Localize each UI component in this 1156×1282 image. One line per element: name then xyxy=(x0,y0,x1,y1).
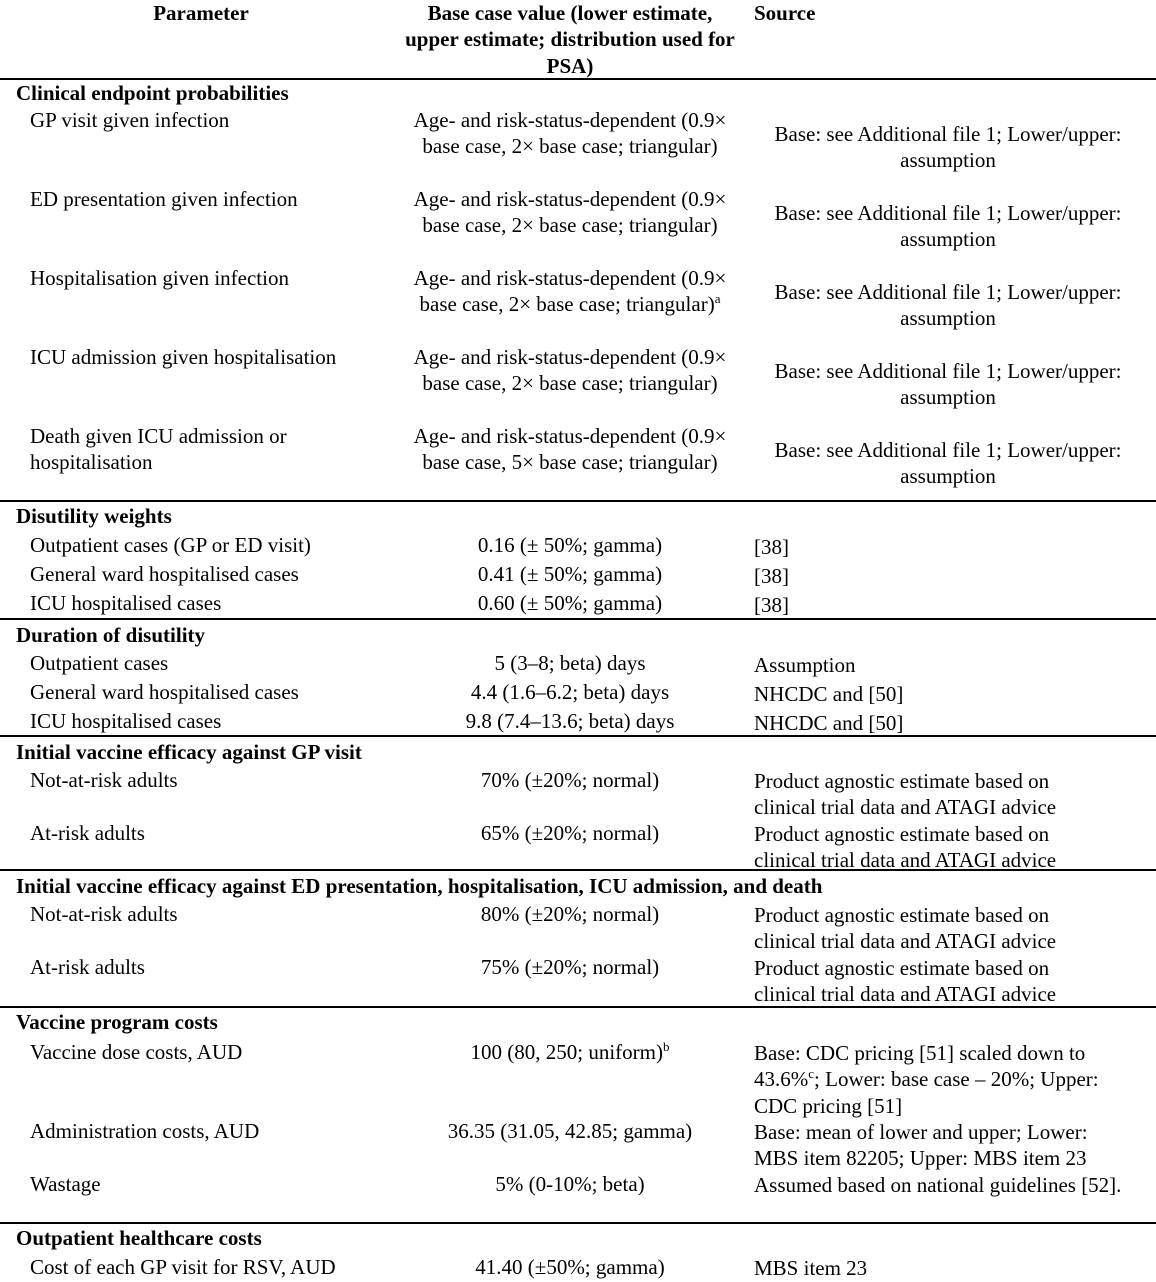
source-cell: Product agnostic estimate based on clinical trial data and ATAGI advice xyxy=(754,903,1057,954)
section-title: Duration of disutility xyxy=(16,623,206,647)
footnote-marker: b xyxy=(662,1039,670,1054)
value-cell: 80% (±20%; normal) xyxy=(480,902,660,926)
table-row xyxy=(0,679,1156,708)
table-row xyxy=(0,590,1156,619)
table-row xyxy=(0,423,1156,502)
table-row xyxy=(0,1039,1156,1119)
table-row xyxy=(0,186,1156,265)
table-row xyxy=(0,1171,1156,1224)
source-text: Base: CDC pricing [51] scaled down to 43.6% xyxy=(754,1041,1086,1092)
source-cell: [38] xyxy=(754,535,789,559)
param-cell: Outpatient cases (GP or ED visit) xyxy=(30,533,311,557)
param-cell: Not-at-risk adults xyxy=(30,768,178,792)
source-text: ; Lower: base case – 20%; Upper: CDC pricing [51] xyxy=(754,1067,1099,1118)
section-title: Vaccine program costs xyxy=(16,1010,218,1034)
source-cell: Base: see Additional file 1; Lower/upper: assumption xyxy=(774,359,1122,410)
source-cell: Base: see Additional file 1; Lower/upper: assumption xyxy=(774,438,1122,489)
section-title: Clinical endpoint probabilities xyxy=(16,81,289,105)
value-cell: Age- and risk-status-dependent (0.9× base case, 2× base case; triangular) xyxy=(413,187,727,238)
table-row xyxy=(0,901,1156,954)
value-text: Age- and risk-status-dependent (0.9× base case, 2× base case; triangular) xyxy=(413,266,727,317)
source-cell: Base: see Additional file 1; Lower/upper: assumption xyxy=(774,201,1122,252)
value-cell xyxy=(402,1039,738,1065)
value-cell: Age- and risk-status-dependent (0.9× base case, 2× base case; triangular) xyxy=(413,345,727,396)
source-cell: NHCDC and [50] xyxy=(754,711,904,735)
param-cell: ICU hospitalised cases xyxy=(30,709,222,733)
source-cell: Base: mean of lower and upper; Lower: MBS item 82205; Upper: MBS item 23 xyxy=(754,1120,1088,1171)
source-cell: Base: see Additional file 1; Lower/upper: assumption xyxy=(774,122,1122,173)
value-cell: 41.40 (±50%; gamma) xyxy=(475,1255,665,1279)
value-cell: 0.16 (± 50%; gamma) xyxy=(477,533,663,557)
value-cell: 4.4 (1.6–6.2; beta) days xyxy=(470,680,670,704)
footnote-marker: c xyxy=(808,1066,815,1082)
header-parameter: Parameter xyxy=(153,1,249,25)
param-cell: GP visit given infection xyxy=(30,108,230,132)
header-base-case: Base case value (lower estimate, upper estimate; distribution used for PSA) xyxy=(405,1,735,78)
table-row xyxy=(0,708,1156,737)
param-cell: Outpatient cases xyxy=(30,651,169,675)
param-cell: General ward hospitalised cases xyxy=(30,562,299,586)
table-row xyxy=(0,1254,1156,1282)
footnote-marker: a xyxy=(714,291,721,307)
table-row xyxy=(0,265,1156,344)
section-efficacy-gp-visit xyxy=(0,735,1156,873)
param-cell: Cost of each GP visit for RSV, AUD xyxy=(30,1255,336,1279)
section-title: Initial vaccine efficacy against GP visit xyxy=(16,740,362,764)
table-row xyxy=(0,1118,1156,1171)
param-cell: Vaccine dose costs, AUD xyxy=(30,1040,243,1064)
param-cell: At-risk adults xyxy=(30,821,145,845)
value-cell: 5 (3–8; beta) days xyxy=(494,651,646,675)
table-row xyxy=(0,561,1156,590)
param-cell: Death given ICU admission or hospitalisation xyxy=(30,424,287,475)
value-cell: 75% (±20%; normal) xyxy=(480,955,660,979)
section-title: Outpatient healthcare costs xyxy=(16,1226,262,1250)
source-cell xyxy=(754,1040,1144,1119)
source-cell: Assumed based on national guidelines [52]. xyxy=(754,1173,1122,1197)
value-cell: Age- and risk-status-dependent (0.9× base case, 5× base case; triangular) xyxy=(413,424,727,475)
value-cell: 9.8 (7.4–13.6; beta) days xyxy=(465,709,675,733)
section-vaccine-program-costs xyxy=(0,1006,1156,1223)
source-cell: [38] xyxy=(754,564,789,588)
source-cell: MBS item 23 xyxy=(754,1256,868,1280)
section-title: Disutility weights xyxy=(16,504,172,528)
value-text: 100 (80, 250; uniform) xyxy=(470,1040,663,1064)
value-cell: 70% (±20%; normal) xyxy=(480,768,660,792)
section-duration-of-disutility xyxy=(0,618,1156,736)
param-cell: ED presentation given infection xyxy=(30,187,298,211)
source-cell: [38] xyxy=(754,593,789,617)
table-row xyxy=(0,954,1156,1007)
value-cell: 65% (±20%; normal) xyxy=(480,821,660,845)
source-cell: Product agnostic estimate based on clinical trial data and ATAGI advice xyxy=(754,956,1057,1007)
table-row xyxy=(0,650,1156,679)
table-row xyxy=(0,767,1156,820)
value-cell: Age- and risk-status-dependent (0.9× base case, 2× base case; triangular) xyxy=(413,108,727,159)
param-cell: At-risk adults xyxy=(30,955,145,979)
param-cell: General ward hospitalised cases xyxy=(30,680,299,704)
param-cell: Wastage xyxy=(30,1172,101,1196)
header-source: Source xyxy=(754,1,816,25)
table-header xyxy=(0,0,1156,80)
param-cell: ICU hospitalised cases xyxy=(30,591,222,615)
section-title: Initial vaccine efficacy against ED presentation, hospitalisation, ICU admission, and death xyxy=(16,874,823,898)
table-row xyxy=(0,820,1156,873)
table-row xyxy=(0,344,1156,423)
section-outpatient-healthcare-costs xyxy=(0,1222,1156,1282)
table-row xyxy=(0,107,1156,186)
source-cell: Product agnostic estimate based on clinical trial data and ATAGI advice xyxy=(754,769,1057,820)
source-cell: Product agnostic estimate based on clinical trial data and ATAGI advice xyxy=(754,822,1057,873)
section-efficacy-ed-hosp-icu-death xyxy=(0,869,1156,1007)
value-cell: 36.35 (31.05, 42.85; gamma) xyxy=(447,1119,693,1143)
source-cell: Base: see Additional file 1; Lower/upper: assumption xyxy=(774,280,1122,331)
value-cell: 0.60 (± 50%; gamma) xyxy=(477,591,663,615)
param-cell: Hospitalisation given infection xyxy=(30,266,289,290)
section-disutility-weights xyxy=(0,500,1156,619)
section-clinical-endpoint-probabilities xyxy=(0,78,1156,500)
value-cell xyxy=(402,265,738,318)
source-cell: Assumption xyxy=(754,653,856,677)
param-cell: Not-at-risk adults xyxy=(30,902,178,926)
table-row xyxy=(0,532,1156,561)
value-cell: 0.41 (± 50%; gamma) xyxy=(477,562,663,586)
param-cell: ICU admission given hospitalisation xyxy=(30,345,337,369)
value-cell: 5% (0-10%; beta) xyxy=(495,1172,645,1196)
param-cell: Administration costs, AUD xyxy=(30,1119,260,1143)
source-cell: NHCDC and [50] xyxy=(754,682,904,706)
